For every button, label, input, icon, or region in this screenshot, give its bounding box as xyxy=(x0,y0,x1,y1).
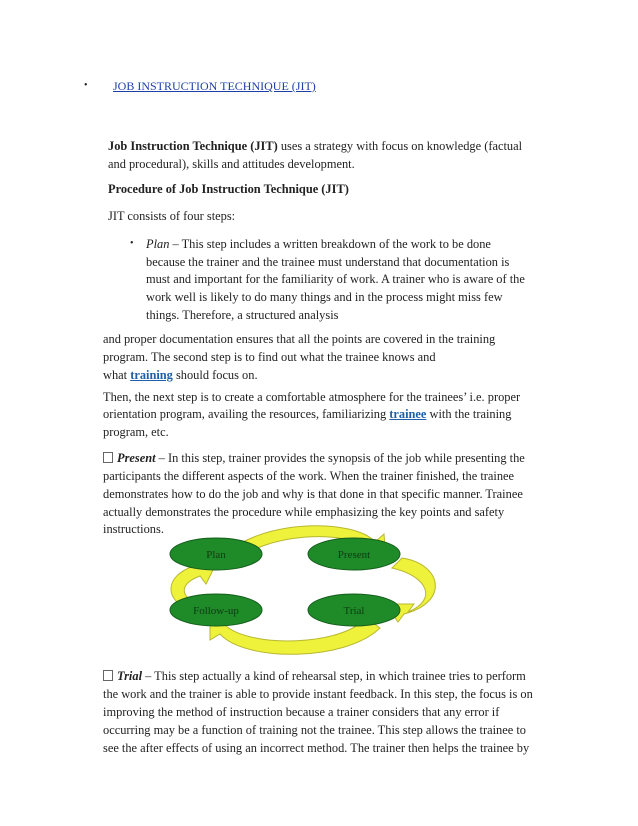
trial-line-1-text: – This step actually a kind of rehearsal step, in which trainee tries to perform xyxy=(142,669,526,683)
present-line-2: participants the different aspects of the work. When the trainer finished, the trainee xyxy=(103,469,515,483)
doc-line-2: program. The second step is to find out what the trainee knows and xyxy=(103,350,436,364)
trial-line-2: the work and the trainer is able to provide instant feedback. In this step, the focus is on xyxy=(103,687,533,701)
plan-line-1-text: – This step includes a written breakdown of the work to be done xyxy=(169,237,491,251)
intro-line-1-text: uses a strategy with focus on knowledge (factual xyxy=(280,139,523,153)
intro-line-1 xyxy=(108,137,522,155)
checkbox-glyph-icon xyxy=(103,670,113,681)
doc-line-1: and proper documentation ensures that all the points are covered in the training xyxy=(103,332,496,346)
node-present-label: Present xyxy=(337,549,371,561)
checkbox-glyph-icon xyxy=(103,452,113,463)
next-line-2-pre: orientation program, availing the resources, familiarizing xyxy=(103,407,390,421)
procedure-heading: Procedure of Job Instruction Technique (JIT) xyxy=(108,182,349,196)
next-line-2 xyxy=(103,405,511,423)
next-line-2-post: with the training xyxy=(426,407,512,421)
doc-line-3 xyxy=(103,366,258,384)
section-heading-link[interactable] xyxy=(113,77,316,95)
present-line-1 xyxy=(103,449,525,467)
present-line-5: instructions. xyxy=(103,522,164,536)
plan-line-5: things. Therefore, a structured analysis xyxy=(146,308,339,322)
next-line-3: program, etc. xyxy=(103,425,169,439)
jit-cycle-diagram xyxy=(160,520,450,660)
plan-bullet: • xyxy=(130,238,134,249)
next-line-1: Then, the next step is to create a comfortable atmosphere for the trainees’ i.e. proper xyxy=(103,390,521,404)
heading-title[interactable]: JOB INSTRUCTION TECHNIQUE (JIT) xyxy=(113,79,316,93)
doc-line-3-post: should focus on. xyxy=(172,368,258,382)
plan-line-1 xyxy=(146,235,491,253)
doc-line-3-pre: what xyxy=(103,368,131,382)
heading-bullet: • xyxy=(84,80,88,91)
node-followup-label: Follow-up xyxy=(193,605,239,617)
trial-line-5: see the after effects of using an incorrect method. The trainer then helps the trainee by xyxy=(103,741,530,755)
node-trial-label: Trial xyxy=(343,605,365,617)
trial-term: Trial xyxy=(117,669,143,683)
plan-line-3: must and important for the familiarity of work. A trainer who is aware of the xyxy=(146,272,525,286)
present-line-1-text: – In this step, trainer provides the synopsis of the job while presenting the xyxy=(155,451,525,465)
present-line-4: actually demonstrates the procedure while emphasizing the key points and safety xyxy=(103,505,505,519)
jit-steps-intro: JIT consists of four steps: xyxy=(108,209,236,223)
plan-line-4: work well is likely to do many things and in the process might miss few xyxy=(146,290,503,304)
trial-line-1 xyxy=(103,667,526,685)
training-link[interactable]: training xyxy=(130,368,173,382)
present-term: Present xyxy=(117,451,156,465)
trainee-link[interactable]: trainee xyxy=(389,407,427,421)
intro-term: Job Instruction Technique (JIT) xyxy=(108,139,278,153)
intro-line-2: and procedural), skills and attitudes development. xyxy=(108,157,355,171)
plan-term: Plan xyxy=(146,237,170,251)
present-line-3: demonstrates how to do the job and why is that done in that specific manner. Trainee xyxy=(103,487,523,501)
trial-line-4: occurring may be a function of training not the trainee. This step allows the trainee to xyxy=(103,723,526,737)
node-plan-label: Plan xyxy=(206,549,226,561)
trial-line-3: improving the method of instruction because a trainer considers that any error if xyxy=(103,705,500,719)
plan-line-2: because the trainer and the trainee must understand that documentation is xyxy=(146,255,510,269)
